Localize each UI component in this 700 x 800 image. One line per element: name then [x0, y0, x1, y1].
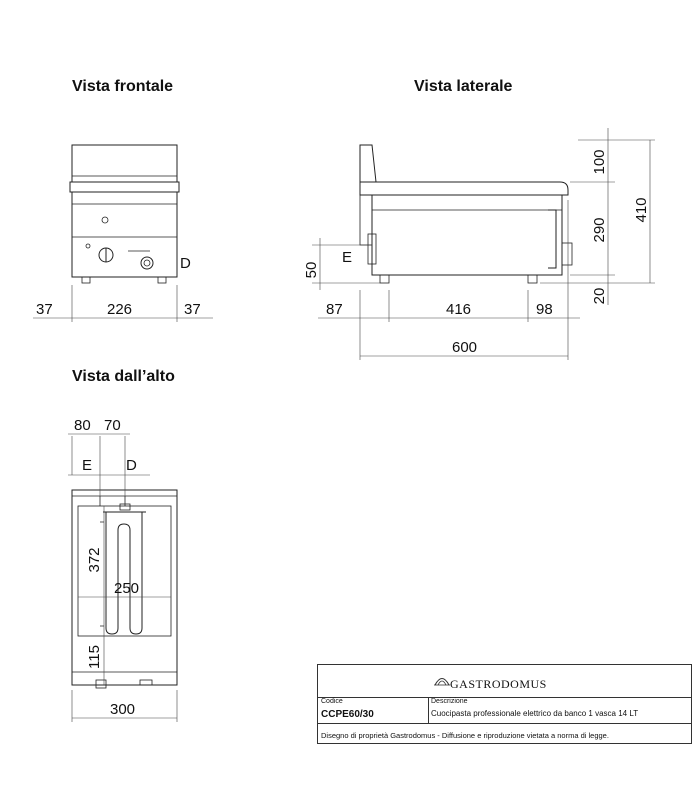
description-label: Descrizione	[431, 698, 468, 705]
front-foot-right	[158, 277, 166, 283]
drain-outlet-icon	[141, 257, 153, 269]
side-dim-depth: 600	[452, 339, 478, 356]
top-knob-icon	[96, 680, 106, 688]
side-dim-top: 100	[591, 149, 608, 175]
title-block-logo-row	[318, 665, 691, 698]
front-top-rim	[70, 182, 179, 192]
front-dim-right: 37	[184, 301, 201, 318]
top-dim-width: 300	[110, 701, 136, 718]
top-d-label: D	[126, 457, 137, 474]
side-dim-inlet-height: 50	[303, 261, 320, 279]
side-dim-rear: 87	[326, 301, 343, 318]
side-splashback	[360, 145, 376, 182]
side-body	[372, 195, 562, 275]
pilot-light-icon	[86, 244, 90, 248]
side-dim-front: 98	[536, 301, 553, 318]
front-splashback	[72, 145, 177, 182]
top-dim-tank-width: 250	[114, 580, 140, 597]
top-dim-e-offset: 80	[74, 417, 91, 434]
product-code: CCPE60/30	[321, 709, 374, 720]
front-view	[33, 145, 213, 322]
product-description: Cuocipasta professionale elettrico da banco 1 vasca 14 LT	[431, 709, 639, 718]
side-dim-body: 290	[591, 217, 608, 243]
front-foot-left	[82, 277, 90, 283]
top-dim-tank-depth: 372	[86, 547, 103, 573]
title-block-code-cell	[318, 697, 429, 723]
front-connection-label: D	[180, 255, 191, 272]
heating-element-icon	[103, 512, 146, 634]
copyright-notice: Disegno di proprietà Gastrodomus - Diffusione e riproduzione vietata a norma di legge.	[321, 731, 609, 740]
title-block-info-row	[318, 697, 691, 724]
front-body	[72, 192, 177, 277]
side-dim-total: 410	[633, 197, 650, 223]
side-foot-rear	[380, 275, 389, 283]
top-view-title: Vista dall’alto	[72, 368, 175, 385]
title-block	[317, 664, 692, 744]
top-dim-front-margin: 115	[86, 645, 103, 669]
front-dim-width: 226	[107, 301, 133, 318]
top-dim-d-offset: 70	[104, 417, 121, 434]
front-view-title: Vista frontale	[72, 78, 174, 95]
side-inlet-label: E	[342, 249, 353, 266]
top-e-label: E	[82, 457, 93, 474]
top-view	[68, 417, 177, 722]
side-dim-mid: 416	[446, 301, 472, 318]
side-view	[303, 128, 655, 360]
side-knob-profile	[562, 243, 572, 265]
side-dim-bottom: 20	[591, 287, 608, 305]
indicator-light-icon	[102, 217, 108, 223]
side-foot-front	[528, 275, 537, 283]
side-view-title: Vista laterale	[414, 78, 513, 95]
gastrodomus-logo-icon	[432, 670, 452, 690]
side-top	[360, 182, 568, 195]
top-drain-icon	[140, 680, 152, 685]
side-rear-section	[360, 195, 372, 245]
code-label: Codice	[321, 698, 343, 705]
front-dim-left: 37	[36, 301, 53, 318]
side-front-panel	[548, 210, 556, 268]
gastrodomus-logo: GASTRODOMUS	[450, 677, 547, 691]
